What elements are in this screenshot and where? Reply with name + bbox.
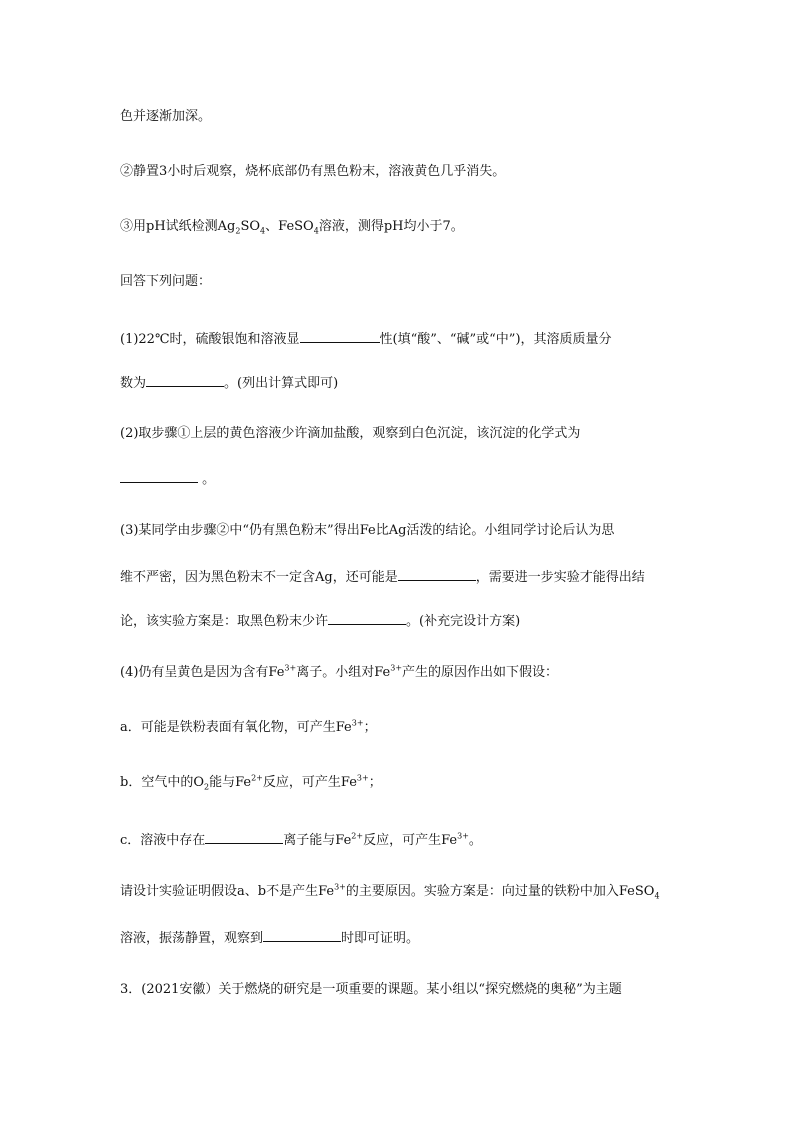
superscript: 3+ bbox=[351, 719, 364, 728]
text: c．溶液中存在 bbox=[120, 833, 206, 848]
text: 的主要原因。实验方案是：向过量的铁粉中加入FeSO bbox=[345, 884, 655, 899]
answer-blank[interactable] bbox=[146, 372, 224, 387]
text: 。(补充完设计方案) bbox=[406, 614, 521, 629]
text: 。 bbox=[468, 833, 482, 848]
text: 离子。小组对Fe bbox=[296, 665, 391, 680]
subscript: 4 bbox=[260, 226, 266, 236]
question-2-line bbox=[120, 425, 680, 443]
answer-blank[interactable] bbox=[205, 829, 283, 844]
answer-blank[interactable] bbox=[328, 610, 406, 625]
superscript: 3+ bbox=[284, 664, 297, 673]
question-2-line-2 bbox=[120, 468, 680, 489]
text: b．空气中的O bbox=[120, 775, 204, 790]
subscript: 2 bbox=[203, 782, 210, 792]
step-2-line bbox=[120, 163, 680, 181]
text: 反应，可产生Fe bbox=[363, 833, 458, 848]
text: 色并逐渐加深。 bbox=[120, 109, 212, 124]
superscript: 2+ bbox=[351, 831, 364, 841]
text: 3．(2021安徽）关于燃烧的研究是一项重要的课题。某小组以“探究燃烧的奥秘”为主题 bbox=[120, 982, 622, 997]
experiment-design-line bbox=[120, 883, 680, 901]
text: a．可能是铁粉表面有氧化物，可产生Fe bbox=[120, 720, 352, 735]
question-3-line bbox=[120, 522, 680, 540]
text: (4)仍有呈黄色是因为含有Fe bbox=[120, 665, 285, 680]
text: 数为 bbox=[120, 376, 147, 391]
text: 离子能与Fe bbox=[283, 833, 352, 848]
superscript: 3+ bbox=[334, 883, 346, 892]
text: ，需要进一步实验才能得出结 bbox=[475, 570, 645, 585]
subscript: 2 bbox=[235, 226, 241, 236]
text: 、FeSO bbox=[265, 219, 314, 234]
answer-blank[interactable] bbox=[263, 927, 341, 942]
question-1-line-2 bbox=[120, 372, 680, 393]
text: ②静置3小时后观察，烧杯底部仍有黑色粉末，溶液黄色几乎消失。 bbox=[120, 164, 506, 179]
hypothesis-a bbox=[120, 719, 680, 737]
text: (1)22℃时，硫酸银饱和溶液显 bbox=[120, 332, 300, 347]
question-1-line bbox=[120, 328, 680, 349]
text: 论，该实验方案是：取黑色粉末少许 bbox=[120, 614, 329, 629]
text: 请设计实验证明假设a、b不是产生Fe bbox=[120, 884, 335, 899]
text: 溶液，振荡静置，观察到 bbox=[120, 931, 264, 946]
hypothesis-b bbox=[120, 774, 680, 792]
answer-blank[interactable] bbox=[120, 468, 198, 483]
step-3-line bbox=[120, 218, 680, 236]
question-3-line-3 bbox=[120, 610, 680, 631]
superscript: 3+ bbox=[356, 774, 369, 783]
text: 回答下列问题： bbox=[120, 274, 212, 289]
answer-blank[interactable] bbox=[300, 328, 380, 343]
experiment-design-line-2 bbox=[120, 927, 680, 948]
answer-blank[interactable] bbox=[398, 566, 476, 581]
subscript: 4 bbox=[654, 891, 660, 901]
superscript: 3+ bbox=[457, 831, 469, 841]
text: SO bbox=[240, 219, 261, 234]
questions-heading bbox=[120, 273, 680, 291]
superscript: 3+ bbox=[390, 664, 403, 673]
subscript: 4 bbox=[313, 226, 319, 236]
text: ； bbox=[363, 720, 377, 735]
question-3-line-2 bbox=[120, 566, 680, 587]
text: ③用pH试纸检测Ag bbox=[120, 219, 236, 234]
text: 性(填“酸”、“碱”或“中”)，其溶质质量分 bbox=[379, 332, 612, 347]
question-4-line bbox=[120, 664, 680, 682]
question-3-heading bbox=[120, 981, 680, 999]
hypothesis-c bbox=[120, 829, 680, 850]
text: 能与Fe bbox=[209, 775, 252, 790]
text: (3)某同学由步骤②中“仍有黑色粉末”得出Fe比Ag活泼的结论。小组同学讨论后认为思 bbox=[120, 523, 615, 538]
text: ； bbox=[368, 775, 382, 790]
text: 反应，可产生Fe bbox=[262, 775, 357, 790]
text: 。 bbox=[198, 472, 216, 487]
text-line bbox=[120, 108, 680, 126]
text: 溶液，测得pH均小于7。 bbox=[318, 219, 464, 234]
text: 时即可证明。 bbox=[341, 931, 420, 946]
text: 。(列出计算式即可) bbox=[224, 376, 339, 391]
text: 维不严密，因为黑色粉末不一定含Ag，还可能是 bbox=[120, 570, 398, 585]
text: 产生的原因作出如下假设： bbox=[402, 665, 559, 680]
text: (2)取步骤①上层的黄色溶液少许滴加盐酸，观察到白色沉淀，该沉淀的化学式为 bbox=[120, 426, 581, 441]
superscript: 2+ bbox=[251, 774, 263, 783]
